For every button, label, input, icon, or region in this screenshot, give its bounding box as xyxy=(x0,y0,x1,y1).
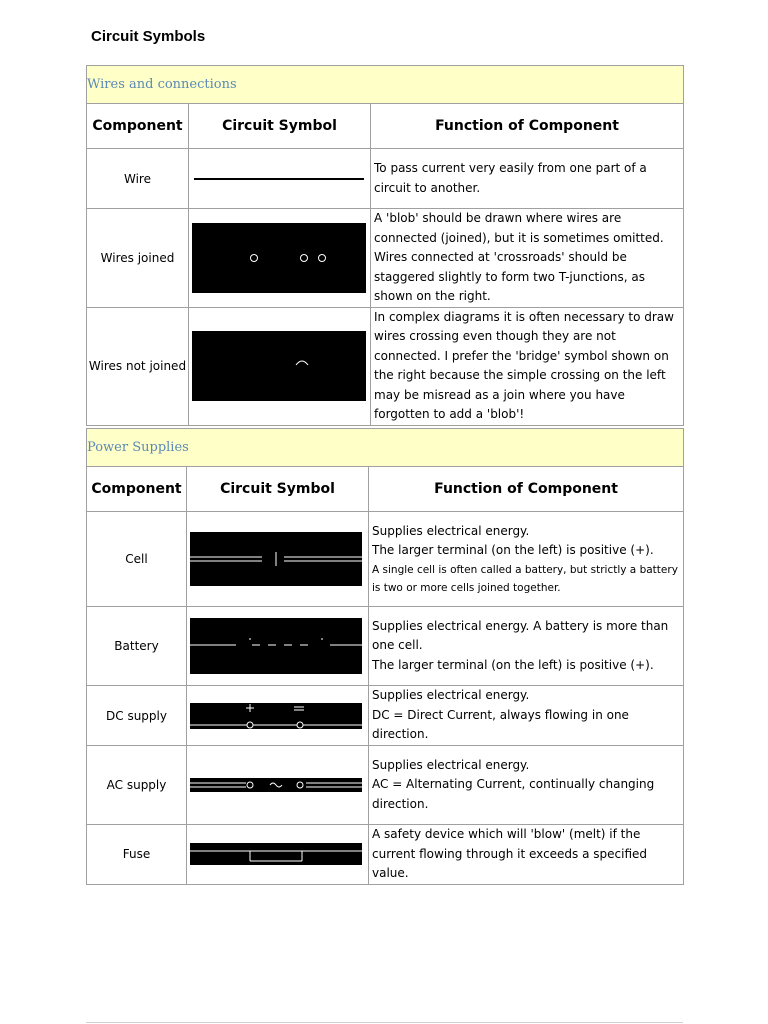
wires-table xyxy=(86,65,684,426)
column-header-symbol: Circuit Symbol xyxy=(189,104,371,149)
table-row xyxy=(87,307,684,425)
ac-supply-symbol xyxy=(187,746,369,825)
wire-symbol xyxy=(189,149,371,209)
column-header-function: Function of Component xyxy=(369,467,684,512)
function-text: Supplies electrical energy. DC = Direct Current, always flowing in one direction. xyxy=(369,686,684,746)
column-header-symbol: Circuit Symbol xyxy=(187,467,369,512)
function-text: Supplies electrical energy. A battery is more than one cell. The larger terminal (on the left) is positive (+). xyxy=(369,607,684,686)
function-text: A 'blob' should be drawn where wires are connected (joined), but it is sometimes omitted. Wires connected at 'crossroads' should be staggered slightly to form two T-junctions, as shown on the right. xyxy=(371,209,684,308)
section-title: Wires and connections xyxy=(87,66,684,104)
function-text: To pass current very easily from one part of a circuit to another. xyxy=(371,149,684,209)
column-header-component: Component xyxy=(87,467,187,512)
table-row xyxy=(87,825,684,885)
component-name: AC supply xyxy=(87,746,187,825)
table-row xyxy=(87,512,684,607)
table-row xyxy=(87,746,684,825)
page-title: Circuit Symbols xyxy=(91,28,206,45)
component-name: Fuse xyxy=(87,825,187,885)
table-row xyxy=(87,686,684,746)
table-row xyxy=(87,607,684,686)
column-header-function: Function of Component xyxy=(371,104,684,149)
function-text: In complex diagrams it is often necessary to draw wires crossing even though they are not connected. I prefer the 'bridge' symbol shown on the right because the simple crossing on the left may be misread as a join where you have forgotten to add a 'blob'! xyxy=(371,307,684,425)
wires-not-joined-symbol xyxy=(189,307,371,425)
function-text: Supplies electrical energy. AC = Alternating Current, continually changing direction. xyxy=(369,746,684,825)
component-name: Battery xyxy=(87,607,187,686)
cell-symbol xyxy=(187,512,369,607)
component-name: Wires joined xyxy=(87,209,189,308)
wires-joined-symbol xyxy=(189,209,371,308)
component-name: Wires not joined xyxy=(87,307,189,425)
column-header-component: Component xyxy=(87,104,189,149)
page-divider xyxy=(86,1022,683,1023)
battery-symbol xyxy=(187,607,369,686)
table-row xyxy=(87,209,684,308)
dc-supply-symbol xyxy=(187,686,369,746)
component-name: Cell xyxy=(87,512,187,607)
function-text: Supplies electrical energy. The larger terminal (on the left) is positive (+). A single cell is often called a battery, but strictly a battery is two or more cells joined together. xyxy=(369,512,684,607)
power-supplies-table xyxy=(86,428,684,885)
function-text: A safety device which will 'blow' (melt) if the current flowing through it exceeds a specified value. xyxy=(369,825,684,885)
fuse-symbol xyxy=(187,825,369,885)
component-name: Wire xyxy=(87,149,189,209)
section-title: Power Supplies xyxy=(87,429,684,467)
table-row xyxy=(87,149,684,209)
component-name: DC supply xyxy=(87,686,187,746)
